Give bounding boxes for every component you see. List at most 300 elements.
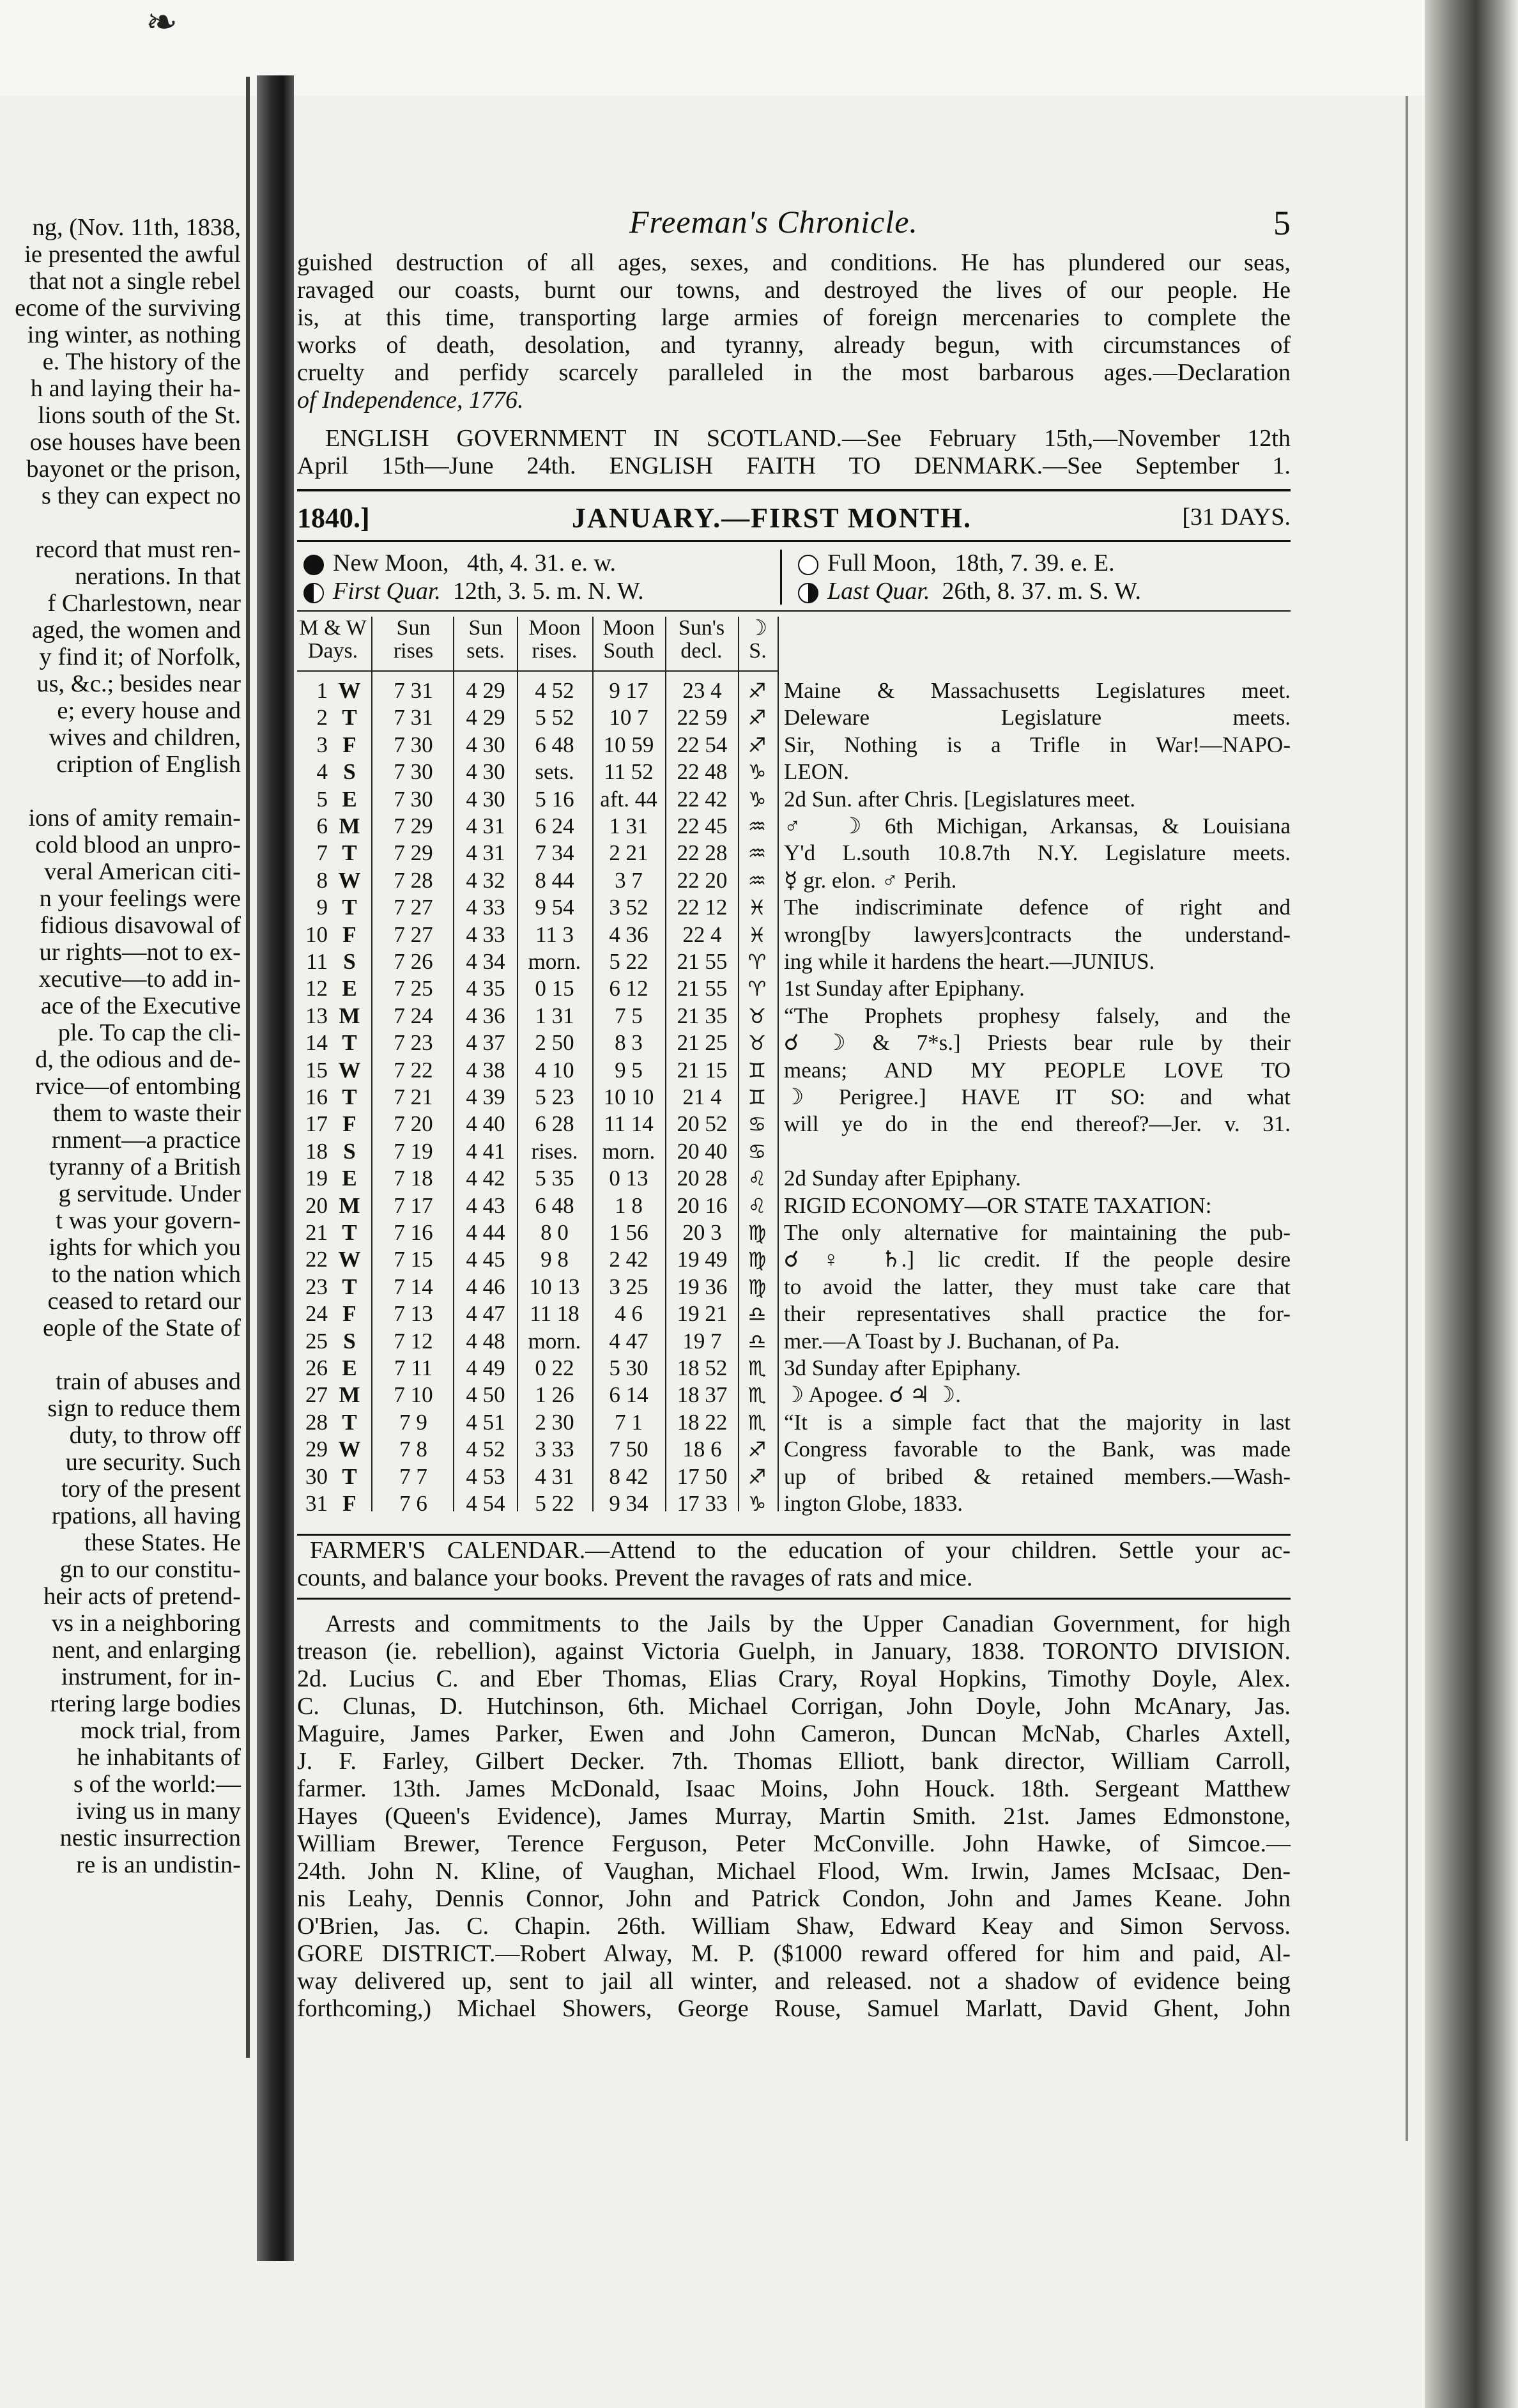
facing-page-line: to the nation which (51, 1261, 241, 1288)
facing-page-line: that not a single rebel (29, 268, 241, 295)
sun-rises-cell: 7 27 (394, 922, 433, 947)
day-number: 30 (305, 1463, 328, 1489)
new-moon-icon (303, 555, 324, 575)
table-row (297, 1030, 1291, 1056)
moon-south-cell: 2 42 (609, 1247, 648, 1272)
sun-rises-cell: 7 30 (394, 786, 433, 812)
sun-rises-cell: 7 8 (399, 1437, 427, 1462)
facing-page-line: ose houses have been (29, 429, 241, 456)
sun-rises-cell: 7 21 (394, 1084, 433, 1109)
moon-sign-cell: ♊ (747, 1058, 767, 1083)
moon-phase-new (303, 550, 616, 576)
facing-page-line: gn to our constitu- (59, 1556, 241, 1583)
header-rule (297, 670, 778, 672)
moon-sign-cell: ♍ (747, 1274, 767, 1299)
page-ornament: ❧ (146, 1, 178, 43)
sun-rises-cell: 7 18 (394, 1166, 433, 1191)
moon-south-cell: 9 34 (609, 1491, 648, 1516)
sun-sets-cell: 4 42 (466, 1166, 505, 1191)
day-number: 22 (305, 1247, 328, 1272)
moon-rises-cell: 4 52 (535, 678, 574, 703)
event-text: 1st Sunday after Epiphany. (784, 976, 1025, 1001)
moon-south-cell: 10 7 (609, 705, 648, 730)
moon-sign-cell: ♈ (747, 950, 767, 974)
event-text: mer.—A Toast by J. Buchanan, of Pa. (784, 1328, 1120, 1354)
moon-south-cell: 9 5 (615, 1057, 643, 1083)
weekday-letter: S (343, 1138, 356, 1164)
sun-declination-cell: 19 7 (682, 1328, 722, 1354)
moon-rises-cell: 1 26 (535, 1382, 574, 1408)
weekday-letter: S (343, 949, 356, 974)
table-row (297, 895, 1291, 920)
day-number: 23 (305, 1274, 328, 1299)
event-text: Congress favorable to the Bank, was made (784, 1437, 1291, 1462)
event-text: 3d Sunday after Epiphany. (784, 1355, 1021, 1380)
sun-sets-cell: 4 37 (466, 1030, 505, 1056)
moon-rises-cell: 9 8 (540, 1247, 569, 1272)
day-number: 20 (305, 1192, 328, 1218)
sun-declination-cell: 20 3 (682, 1220, 722, 1245)
intro-line: is, at this time, transporting large armies of foreign mercenaries to complete the (297, 304, 1291, 331)
table-row (297, 949, 1291, 975)
intro-paragraph (297, 249, 1291, 414)
facing-page-line: xecutive—to add in- (38, 966, 241, 992)
facing-page-line: rvice—of entombing (35, 1073, 241, 1100)
sun-sets-cell: 4 33 (466, 922, 505, 947)
intro-line: ravaged our coasts, burnt our towns, and destroyed the lives of our people. He (297, 277, 1291, 304)
day-number: 29 (305, 1437, 328, 1462)
moon-sign-cell: ♒ (747, 814, 767, 838)
sun-rises-cell: 7 20 (394, 1111, 433, 1137)
sun-sets-cell: 4 29 (466, 678, 505, 703)
sun-rises-cell: 7 17 (394, 1192, 433, 1218)
moon-south-cell: 11 14 (604, 1111, 654, 1137)
facing-page-line: fidious disavowal of (40, 912, 241, 939)
sun-rises-cell: 7 22 (394, 1057, 433, 1083)
page-edge-rule (1406, 96, 1408, 2141)
table-row (297, 814, 1291, 839)
moon-sign-cell: ♑ (747, 760, 767, 785)
moon-south-cell: 0 13 (609, 1166, 648, 1191)
sun-declination-cell: 20 28 (677, 1166, 728, 1191)
sun-sets-cell: 4 46 (466, 1274, 505, 1299)
page-number: 5 (1273, 204, 1291, 242)
header-line: rises. (532, 639, 578, 663)
farmer-line: FARMER'S CALENDAR.—Attend to the education of your children. Settle your ac- (310, 1537, 1291, 1564)
event-text: ☌ ☽ & 7*s.] Priests bear rule by their (784, 1030, 1291, 1056)
header-line: decl. (680, 639, 723, 663)
facing-page-line: ur rights—not to ex- (39, 939, 241, 966)
event-text: ☿ gr. elon. ♂ Perih. (784, 867, 957, 893)
sun-declination-cell: 21 25 (677, 1030, 728, 1056)
arrests-line: Arrests and commitments to the Jails by the Upper Canadian Government, for high (325, 1610, 1291, 1637)
sun-rises-cell: 7 25 (394, 976, 433, 1001)
arrests-line: O'Brien, Jas. C. Chapin. 26th. William Shaw, Edward Keay and Simon Servoss. (297, 1913, 1291, 1940)
sun-rises-cell: 7 7 (399, 1463, 427, 1489)
sun-sets-cell: 4 49 (466, 1355, 505, 1380)
moon-south-cell: 10 59 (603, 732, 654, 757)
sun-sets-cell: 4 36 (466, 1003, 505, 1028)
header-sun-rises (375, 617, 452, 663)
sun-rises-cell: 7 29 (394, 814, 433, 838)
moon-rises-cell: 2 50 (535, 1030, 574, 1056)
sun-rises-cell: 7 31 (394, 678, 433, 703)
facing-page-line: cold blood an unpro- (35, 831, 241, 858)
facing-page-column (0, 214, 246, 2131)
sun-rises-cell: 7 28 (394, 867, 433, 893)
arrests-line: Maguire, James Parker, Ewen and John Cameron, Duncan McNab, Charles Axtell, (297, 1720, 1291, 1747)
moon-rises-cell: morn. (528, 949, 581, 974)
header-days (297, 617, 369, 663)
sun-declination-cell: 22 12 (677, 895, 728, 920)
sun-rises-cell: 7 19 (394, 1138, 433, 1164)
header-line: South (603, 639, 654, 663)
weekday-letter: S (343, 759, 356, 785)
day-number: 3 (316, 732, 328, 757)
event-text: will ye do in the end thereof?—Jer. v. 31. (784, 1111, 1291, 1137)
sun-sets-cell: 4 53 (466, 1463, 505, 1489)
facing-page-line: ights for which you (49, 1234, 241, 1261)
weekday-letter: S (343, 1328, 356, 1354)
weekday-letter: T (342, 895, 357, 920)
table-row (297, 1329, 1291, 1354)
day-number: 31 (305, 1491, 328, 1516)
divider (297, 540, 1291, 542)
day-number: 24 (305, 1301, 328, 1327)
moon-sign-cell: ♐ (747, 732, 767, 757)
day-number: 13 (305, 1003, 328, 1028)
moon-sign-cell: ♌ (747, 1193, 767, 1218)
table-row (297, 1247, 1291, 1272)
moon-south-cell: 7 1 (615, 1409, 643, 1435)
sun-declination-cell: 22 42 (677, 786, 728, 812)
arrests-line: nis Leahy, Dennis Connor, John and Patrick Condon, John and James Keane. John (297, 1885, 1291, 1912)
weekday-letter: W (338, 867, 361, 893)
sun-rises-cell: 7 30 (394, 732, 433, 757)
day-number: 27 (305, 1382, 328, 1408)
crossref-paragraph (297, 425, 1291, 480)
moon-sign-cell: ♐ (747, 1437, 767, 1462)
moon-rises-cell: 11 3 (535, 922, 574, 947)
moon-phase-first (303, 578, 644, 605)
weekday-letter: E (342, 1166, 357, 1191)
moon-sign-cell: ♑ (747, 1492, 767, 1516)
table-row (297, 1003, 1291, 1029)
sun-rises-cell: 7 10 (394, 1382, 433, 1408)
day-number: 26 (305, 1355, 328, 1380)
almanac-table (297, 617, 1291, 1527)
moon-rises-cell: 7 34 (535, 840, 574, 866)
moon-south-cell: 3 52 (609, 895, 648, 920)
facing-page-line: heir acts of pretend- (43, 1583, 241, 1610)
moon-sign-cell: ♉ (747, 1031, 767, 1056)
moon-sign-cell: ♒ (747, 868, 767, 893)
farmers-calendar (297, 1537, 1291, 1592)
sun-declination-cell: 22 45 (677, 814, 728, 838)
day-number: 12 (305, 976, 328, 1001)
moon-south-cell: 7 50 (609, 1437, 648, 1462)
facing-page-rule (246, 77, 250, 2058)
sun-rises-cell: 7 27 (394, 895, 433, 920)
moon-south-cell: 8 3 (615, 1030, 643, 1056)
sun-rises-cell: 7 15 (394, 1247, 433, 1272)
moon-rises-cell: 9 54 (535, 895, 574, 920)
sun-sets-cell: 4 38 (466, 1057, 505, 1083)
day-number: 8 (316, 867, 328, 893)
sun-declination-cell: 21 55 (677, 976, 728, 1001)
table-row (297, 1301, 1291, 1327)
table-row (297, 732, 1291, 758)
sun-sets-cell: 4 47 (466, 1301, 505, 1327)
arrests-line: way delivered up, sent to jail all winter, and released. not a shadow of evidence being (297, 1968, 1291, 1995)
day-number: 10 (305, 922, 328, 947)
day-number: 2 (316, 705, 328, 730)
sun-declination-cell: 23 4 (682, 678, 722, 703)
facing-page-line: rnment—a practice (51, 1127, 241, 1154)
moon-south-cell: 1 8 (615, 1192, 643, 1218)
sun-sets-cell: 4 33 (466, 895, 505, 920)
event-text: 2d Sun. after Chris. [Legislatures meet. (784, 786, 1136, 812)
divider (297, 1598, 1291, 1600)
table-row (297, 1437, 1291, 1462)
moon-sign-cell: ♍ (747, 1221, 767, 1245)
moon-sign-cell: ♊ (747, 1085, 767, 1109)
facing-page-line: tory of the present (61, 1476, 241, 1502)
event-text: ♂ ☽ 6th Michigan, Arkansas, & Louisiana (784, 814, 1291, 838)
facing-page-line: bayonet or the prison, (26, 456, 241, 482)
event-text: The indiscriminate defence of right and (784, 895, 1291, 920)
facing-page-line: vs in a neighboring (51, 1610, 241, 1637)
last-quarter-icon (798, 583, 818, 603)
weekday-letter: F (342, 1301, 356, 1327)
moon-rises-cell: 5 35 (535, 1166, 574, 1191)
sun-declination-cell: 22 54 (677, 732, 728, 757)
facing-page-line: rtering large bodies (50, 1690, 241, 1717)
moon-time: 18th, 7. 39. e. E. (954, 550, 1115, 576)
weekday-letter: T (342, 1409, 357, 1435)
facing-page-line: re is an undistin- (76, 1851, 241, 1878)
event-text: their representatives shall practice the for- (784, 1301, 1291, 1327)
arrests-line: 24th. John N. Kline, of Vaughan, Michael Flood, Wm. Irwin, James McIsaac, Den- (297, 1858, 1291, 1885)
event-text: Y'd L.south 10.8.7th N.Y. Legislature meets. (784, 840, 1291, 866)
moon-phase-full (798, 550, 1115, 576)
month-title: JANUARY.—FIRST MONTH. (572, 502, 972, 534)
table-row (297, 1166, 1291, 1191)
arrests-line: treason (ie. rebellion), against Victoria Guelph, in January, 1838. TORONTO DIVISION. (297, 1638, 1291, 1665)
moon-south-cell: aft. 44 (600, 786, 657, 812)
weekday-letter: E (342, 786, 357, 812)
weekday-letter: F (342, 1111, 356, 1137)
moon-time: 26th, 8. 37. m. S. W. (942, 578, 1141, 605)
facing-page-line: tyranny of a British (49, 1154, 241, 1180)
header-line: Moon (528, 616, 581, 640)
moon-rises-cell: 0 22 (535, 1355, 574, 1380)
arrests-line: GORE DISTRICT.—Robert Alway, M. P. ($1000 reward offered for him and paid, Al- (297, 1940, 1291, 1967)
moon-south-cell: 7 5 (615, 1003, 643, 1028)
facing-page-line: t was your govern- (56, 1207, 241, 1234)
weekday-letter: T (342, 840, 357, 866)
day-number: 6 (316, 814, 328, 838)
moon-rises-cell: 8 0 (540, 1220, 569, 1245)
facing-page-line: d, the odious and de- (35, 1046, 241, 1073)
moon-south-cell: 5 22 (609, 949, 648, 974)
moon-sign-cell: ♒ (747, 841, 767, 866)
sun-rises-cell: 7 16 (394, 1220, 433, 1245)
moon-time: 12th, 3. 5. m. N. W. (452, 578, 644, 605)
moon-rises-cell: 5 22 (535, 1491, 574, 1516)
moon-sign-cell: ♋ (747, 1112, 767, 1137)
facing-page-line: nent, and enlarging (52, 1637, 241, 1663)
event-text: ☽ Perigree.] HAVE IT SO: and what (784, 1084, 1291, 1109)
weekday-letter: T (342, 1463, 357, 1489)
sun-declination-cell: 17 33 (677, 1491, 728, 1516)
sun-declination-cell: 21 15 (677, 1057, 728, 1083)
sun-declination-cell: 21 55 (677, 949, 728, 974)
event-text: ☽ Apogee. ☌ ♃ ☽. (784, 1382, 962, 1408)
table-row (297, 759, 1291, 785)
moon-sign-cell: ♏ (747, 1383, 767, 1408)
day-number: 25 (305, 1328, 328, 1354)
header-moon-rises (518, 617, 591, 663)
sun-sets-cell: 4 30 (466, 759, 505, 785)
header-line: Moon (602, 616, 655, 640)
day-number: 18 (305, 1138, 328, 1164)
moon-south-cell: 1 56 (609, 1220, 648, 1245)
event-text: The only alternative for maintaining the pub- (784, 1220, 1291, 1245)
facing-page-line: cription of English (56, 751, 241, 778)
moon-rises-cell: 8 44 (535, 867, 574, 893)
moon-rises-cell: 6 48 (535, 732, 574, 757)
facing-page-line: sign to reduce them (47, 1395, 241, 1422)
moon-sign-cell: ♓ (747, 922, 767, 947)
table-row (297, 1139, 1291, 1164)
weekday-letter: F (342, 922, 356, 947)
day-number: 15 (305, 1057, 328, 1083)
moon-south-cell: 8 42 (609, 1463, 648, 1489)
event-text: Maine & Massachusetts Legislatures meet. (784, 678, 1291, 703)
facing-page-line: train of abuses and (56, 1368, 241, 1395)
sun-declination-cell: 22 28 (677, 840, 728, 866)
event-text: to avoid the latter, they must take care that (784, 1274, 1291, 1299)
moon-rises-cell: sets. (535, 759, 574, 785)
facing-page-line: ng, (Nov. 11th, 1838, (32, 214, 241, 241)
header-line: Sun (396, 616, 431, 640)
sun-sets-cell: 4 52 (466, 1437, 505, 1462)
day-number: 28 (305, 1409, 328, 1435)
table-row (297, 1220, 1291, 1246)
moon-sign-cell: ♈ (747, 976, 767, 1001)
moon-sign-cell: ♎ (747, 1302, 767, 1327)
day-number: 7 (316, 840, 328, 866)
table-row (297, 705, 1291, 730)
sun-rises-cell: 7 29 (394, 840, 433, 866)
weekday-letter: M (339, 814, 360, 838)
facing-page-line: ple. To cap the cli- (57, 1019, 241, 1046)
moon-rises-cell: 6 48 (535, 1192, 574, 1218)
header-line: S. (749, 639, 767, 663)
weekday-letter: E (342, 1355, 357, 1380)
sun-declination-cell: 18 52 (677, 1355, 728, 1380)
table-row (297, 1464, 1291, 1490)
facing-page-line: instrument, for in- (61, 1663, 241, 1690)
day-number: 19 (305, 1166, 328, 1191)
table-row (297, 922, 1291, 948)
sun-rises-cell: 7 12 (394, 1328, 433, 1354)
moon-rises-cell: 11 18 (530, 1301, 579, 1327)
table-row (297, 1058, 1291, 1083)
sun-declination-cell: 18 6 (682, 1437, 722, 1462)
sun-sets-cell: 4 31 (466, 814, 505, 838)
table-row (297, 1410, 1291, 1435)
facing-page-line: aged, the women and (31, 617, 241, 644)
event-text: up of bribed & retained members.—Wash- (784, 1463, 1291, 1489)
facing-page-line: ure security. Such (65, 1449, 241, 1476)
sun-declination-cell: 20 52 (677, 1111, 728, 1137)
facing-page-line: these States. He (84, 1529, 241, 1556)
event-text: RIGID ECONOMY—OR STATE TAXATION: (784, 1192, 1212, 1218)
sun-rises-cell: 7 13 (394, 1301, 433, 1327)
table-row (297, 1111, 1291, 1137)
table-row (297, 868, 1291, 893)
facing-page-line: g servitude. Under (58, 1180, 241, 1207)
weekday-letter: W (338, 1247, 361, 1272)
weekday-letter: F (342, 732, 356, 757)
table-row (297, 678, 1291, 704)
moon-rises-cell: 6 28 (535, 1111, 574, 1137)
sun-rises-cell: 7 30 (394, 759, 433, 785)
moon-sign-cell: ♏ (747, 1356, 767, 1380)
arrests-line: 2d. Lucius C. and Eber Thomas, Elias Crary, Royal Hopkins, Timothy Doyle, Alex. (297, 1665, 1291, 1692)
sun-rises-cell: 7 6 (399, 1491, 427, 1516)
event-text: wrong[by lawyers]contracts the understand- (784, 922, 1291, 947)
moon-rises-cell: 5 16 (535, 786, 574, 812)
sun-sets-cell: 4 43 (466, 1192, 505, 1218)
sun-sets-cell: 4 32 (466, 867, 505, 893)
weekday-letter: E (342, 976, 357, 1001)
moon-sign-cell: ♋ (747, 1139, 767, 1164)
sun-sets-cell: 4 40 (466, 1111, 505, 1137)
table-row (297, 1491, 1291, 1517)
arrests-line: forthcoming,) Michael Showers, George Rouse, Samuel Marlatt, David Ghent, John (297, 1995, 1291, 2022)
running-head (297, 203, 1291, 242)
moon-south-cell: 3 25 (609, 1274, 648, 1299)
sun-sets-cell: 4 31 (466, 840, 505, 866)
sun-declination-cell: 22 20 (677, 867, 728, 893)
weekday-letter: T (342, 1084, 357, 1109)
moon-rises-cell: morn. (528, 1328, 581, 1354)
moon-rises-cell: 4 31 (535, 1463, 574, 1489)
event-text: LEON. (784, 759, 850, 785)
facing-page-line: s they can expect no (41, 482, 241, 509)
facing-page-line: veral American citi- (44, 858, 241, 885)
moon-rises-cell: 4 10 (535, 1057, 574, 1083)
facing-page-line: f Charlestown, near (47, 590, 241, 617)
header-moon-south (594, 617, 664, 663)
sun-sets-cell: 4 29 (466, 705, 505, 730)
sun-sets-cell: 4 41 (466, 1138, 505, 1164)
moon-sign-cell: ♐ (747, 1464, 767, 1489)
header-line: Sun (468, 616, 503, 640)
divider (297, 489, 1291, 491)
sun-declination-cell: 17 50 (677, 1463, 728, 1489)
facing-page-line: eople of the State of (42, 1315, 241, 1341)
weekday-letter: T (342, 1274, 357, 1299)
event-text: ing while it hardens the heart.—JUNIUS. (784, 949, 1155, 974)
moon-rises-cell: 0 15 (535, 976, 574, 1001)
moon-label: New Moon, (333, 550, 449, 576)
moon-south-cell: 3 7 (615, 867, 643, 893)
intro-line: of Independence, 1776. (297, 387, 524, 413)
